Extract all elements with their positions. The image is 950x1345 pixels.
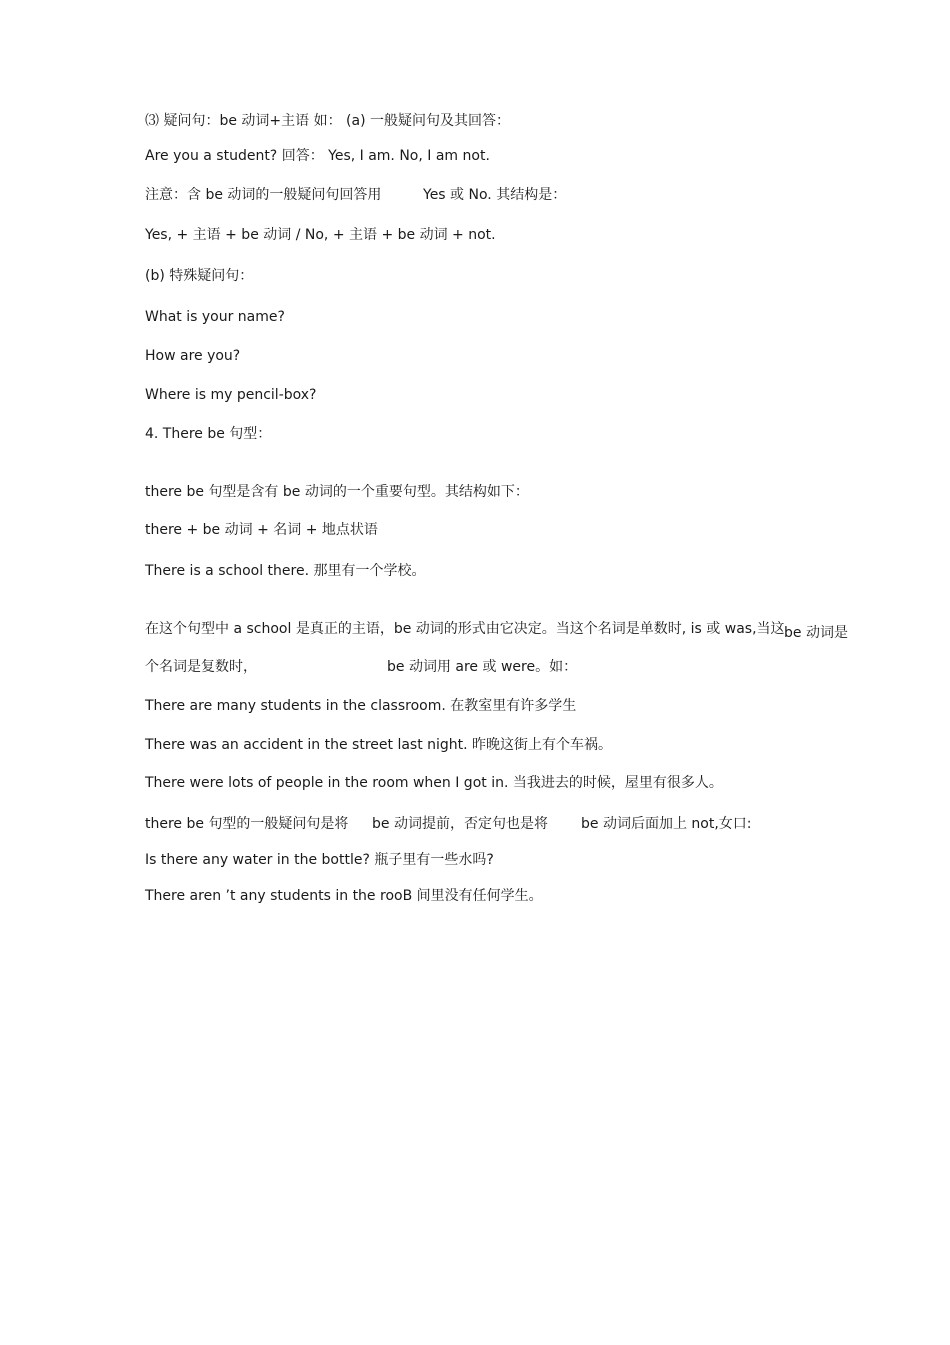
text-line-school-example: There is a school there. 那里有一个学校。 <box>145 563 426 579</box>
text-line-are-you-student: Are you a student? 回答： Yes, I am. No, I am not. <box>145 148 490 164</box>
text-line-many-students: There are many students in the classroom. 在教室里有许多学生 <box>145 698 577 714</box>
text-line-water-bottle: Is there any water in the bottle? 瓶子里有一些水吗? <box>145 852 494 868</box>
text-line-there-be-formula: there + be 动词 + 名词 + 地点状语 <box>145 522 378 538</box>
text-line-where-is-pencil-box: Where is my pencil-box? <box>145 387 317 403</box>
text-fragment-yes-no-structure: Yes 或 No. 其结构是： <box>423 187 567 203</box>
text-line-lots-of-people: There were lots of people in the room when I got in. 当我进去的时候，屋里有很多人。 <box>145 775 723 791</box>
text-line-special-question: (b) 特殊疑问句： <box>145 268 254 284</box>
section-heading-there-be: 4. There be 句型： <box>145 426 272 442</box>
text-line-what-is-your-name: What is your name? <box>145 309 285 325</box>
text-line-general-question-rule: there be 句型的一般疑问句是将 <box>145 816 349 832</box>
text-line-question-sentence: ⑶ 疑问句：be 动词+主语 如： (a) 一般疑问句及其回答： <box>145 113 510 129</box>
text-line-subject-explanation: 在这个句型中 a school 是真正的主语，be 动词的形式由它决定。当这个名词是单数时, is 或 was,当这 <box>145 621 785 637</box>
text-fragment-be-not: be 动词后面加上 not,女口: <box>581 816 752 832</box>
text-line-how-are-you: How are you? <box>145 348 241 364</box>
text-fragment-be-verb-is: be 动词是 <box>784 625 848 641</box>
text-line-yes-no-formula: Yes, + 主语 + be 动词 / No, + 主语 + be 动词 + not. <box>145 227 496 243</box>
text-line-accident: There was an accident in the street last night. 昨晚这街上有个车祸。 <box>145 737 613 753</box>
text-line-plural-noun: 个名词是复数时， <box>145 659 257 675</box>
text-fragment-be-front: be 动词提前，否定句也是将 <box>372 816 548 832</box>
text-line-there-be-intro: there be 句型是含有 be 动词的一个重要句型。其结构如下： <box>145 484 529 500</box>
text-fragment-are-were: be 动词用 are 或 were。如： <box>387 659 578 675</box>
text-line-no-students: There aren ’t any students in the rooB 间里没有任何学生。 <box>145 888 543 904</box>
text-line-note-answer: 注意：含 be 动词的一般疑问句回答用 <box>145 187 382 203</box>
